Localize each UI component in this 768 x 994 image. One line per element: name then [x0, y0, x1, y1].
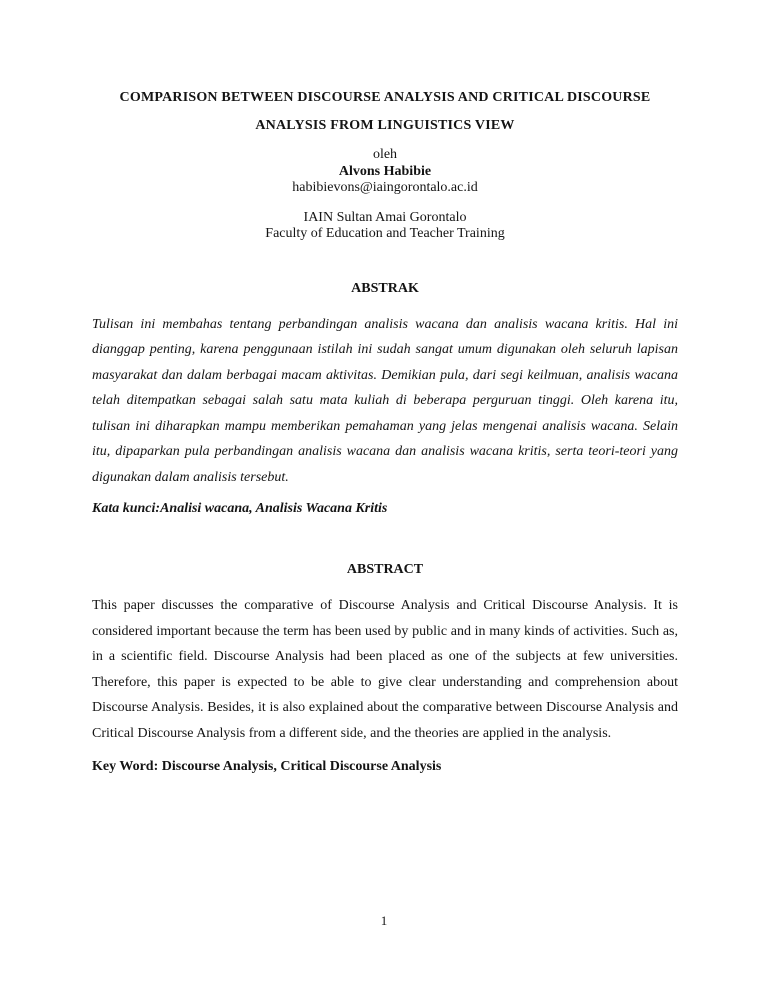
- abstract-body: This paper discusses the comparative of Discourse Analysis and Critical Discourse Analysis. It is considered important because the term has been used by public and in many kinds of activities. Such as, in a scientific field. Discourse Analysis had been placed as one of the subjects at few universities. Therefore, this paper is expected to be able to give clear understanding and comprehension about Discourse Analysis. Besides, it is also explained about the comparative between Discourse Analysis and Critical Discourse Analysis from a different side, and the theories are applied in the analysis.: [92, 598, 678, 741]
- paper-title-line-1: COMPARISON BETWEEN DISCOURSE ANALYSIS AND CRITICAL DISCOURSE: [119, 90, 651, 105]
- abstract-heading: ABSTRACT: [346, 562, 424, 577]
- institution-name: IAIN Sultan Amai Gorontalo: [303, 209, 467, 225]
- abstrak-body: Tulisan ini membahas tentang perbandingan analisis wacana dan analisis wacana kritis. Hal ini dianggap penting, karena penggunaan istilah ini sudah sangat umum digunakan oleh seluruh lapisan masyarakat dan dalam berbagai macam aktivitas. Demikian pula, dari segi keilmuan, analisis wacana telah ditempatkan sebagai salah satu mata kuliah di beberapa perguruan tinggi. Oleh karena itu, tulisan ini diharapkan mampu memberikan pemahaman yang jelas mengenai analisis wacana. Selain itu, dipaparkan pula perbandingan analisis wacana dan analisis wacana kritis, serta teori-teori yang digunakan dalam analisis tersebut.: [92, 316, 678, 485]
- affiliation-block: [92, 210, 678, 243]
- abstrak-keywords: Kata kunci:Analisi wacana, Analisis Wacana Kritis: [92, 501, 388, 516]
- by-label: oleh: [372, 147, 398, 162]
- abstrak-heading: ABSTRAK: [351, 280, 419, 296]
- paper-title: [92, 84, 678, 140]
- paper-title-line-2: ANALYSIS FROM LINGUISTICS VIEW: [255, 118, 515, 133]
- faculty-name: Faculty of Education and Teacher Training: [265, 226, 505, 241]
- byline-block: [92, 147, 678, 197]
- author-name: Alvons Habibie: [338, 163, 432, 179]
- author-email: habibievons@iaingorontalo.ac.id: [292, 180, 478, 195]
- page-number: 1: [380, 913, 388, 928]
- abstract-keywords: Key Word: Discourse Analysis, Critical Discourse Analysis: [92, 759, 442, 774]
